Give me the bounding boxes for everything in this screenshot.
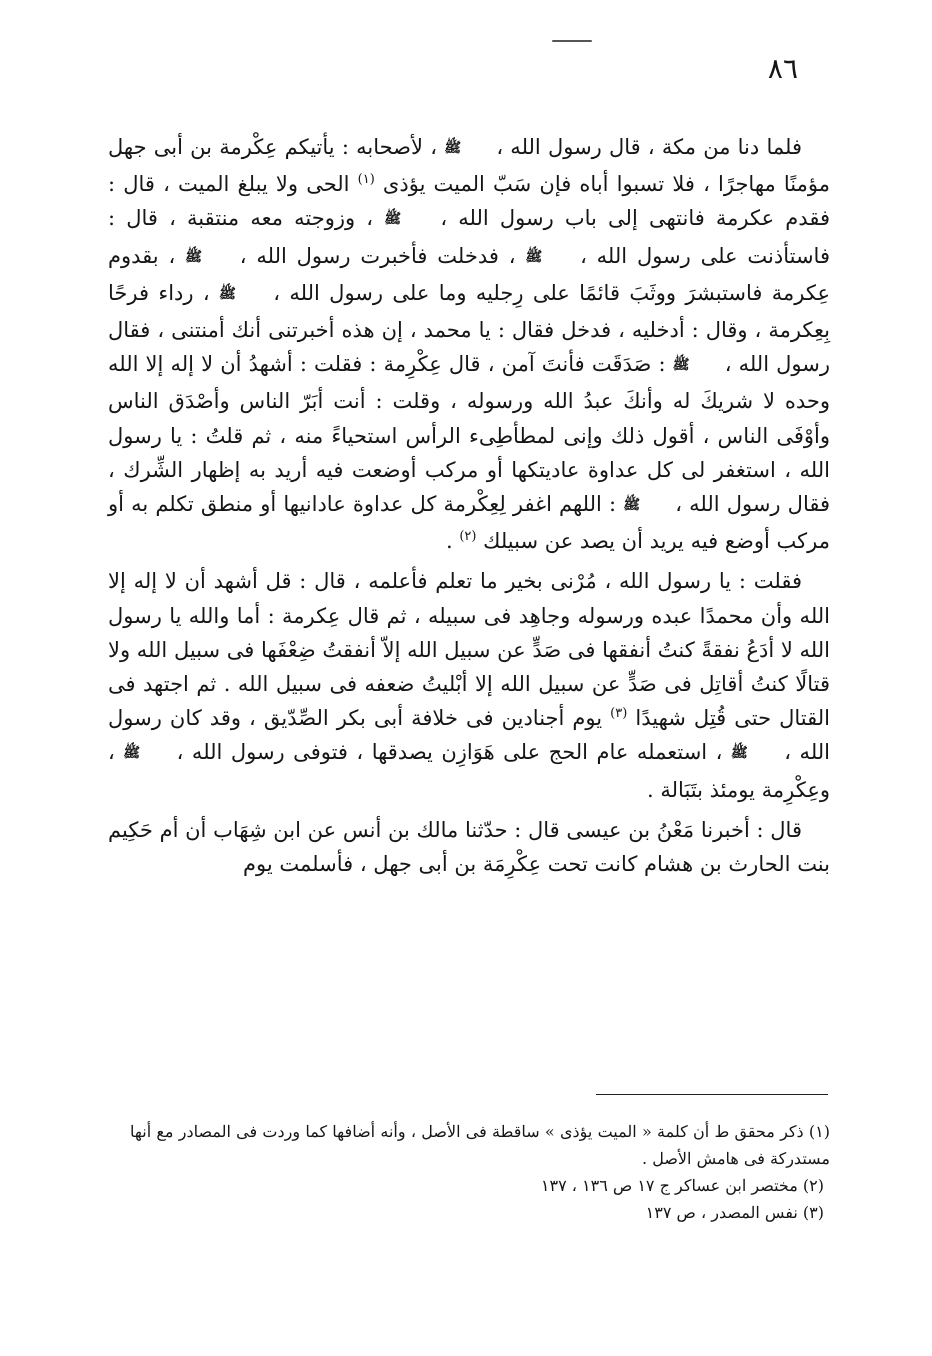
text-run: . [445, 529, 460, 554]
text-run: قال : أخبرنا مَعْنُ بن عيسى قال : حدّثنا مالك بن أنس عن ابن شِهَاب أن أم حَكِيم بنت الحارث بن هشام كانت تحت عِكْرِمَة بن أبى جهل ، فأسلمت يوم [108, 817, 830, 877]
text-run: ، لأصحابه : يأتيكم عِكْرمة بن أبى جهل مؤمنًا مهاجرًا ، فلا تسبوا أباه فإن سَبّ الميت يؤذى [108, 135, 830, 197]
text-run: الحى ولا يبلغ الميت ، قال : فقدم عكرمة فانتهى إلى باب رسول الله ، [108, 172, 830, 231]
text-run: ، استعمله عام الحج على هَوَازِن يصدقها ، فتوفى رسول الله ، [168, 740, 731, 765]
text-run: ، وعِكْرِمة يومئذ بتَبَالة . [108, 740, 830, 802]
text-run: يوم أجنادين فى خلافة أبى بكر الصِّدّيق ، وقد كان رسول الله ، [108, 706, 830, 765]
text-run: فلما دنا من مكة ، قال رسول الله ، [489, 135, 802, 159]
text-run: ، وزوجته معه منتقبة ، قال : فاستأذنت على رسول الله ، [108, 206, 830, 268]
footnotes [130, 1118, 830, 1226]
salutation-glyph: ﷺ [384, 211, 402, 228]
salutation-glyph: ﷺ [730, 745, 748, 762]
text-run: ، بقدوم عِكرمة فاستبشرَ ووثَبَ قائمًا على رِجليه وما على رسول الله ، [108, 243, 830, 305]
footnote-3: (٣) نفس المصدر ، ص ١٣٧ [645, 1203, 824, 1222]
salutation-glyph: ﷺ [444, 140, 462, 156]
text-run: ، فدخلت فأخبرت رسول الله ، [229, 243, 526, 268]
top-scan-mark [552, 40, 592, 42]
footnote-ref-2: (٢) [459, 529, 477, 545]
salutation-glyph: ﷺ [623, 497, 641, 514]
page-number: ٨٦ [767, 52, 798, 85]
paragraph-2 [108, 564, 830, 806]
footnote-ref-1: (١) [357, 172, 375, 188]
text-run: : اللهم اغفر لِعِكْرمة كل عداوة عادانيها أو منطق تكلم به أو مركب أوضع فيه يريد أن يصد عن سبيلك [108, 492, 830, 554]
paragraph-1 [108, 130, 830, 558]
text-run: فقلت : يا رسول الله ، مُرْنى بخير ما تعلم فأعلمه ، قال : قل أشهد أن لا إله إلا الله وأن محمدًا عبده ورسوله وجاهِد فى سبيله ، ثم قال عِكرمة : أما والله يا رسول الله لا أدَعُ نفقةً كنتُ أنفقها فى صَدٍّ عن سبيل الله إلاّ أنفقتُ ضِعْفَها فى سبيل الله ولا قتالًا كنتُ أقاتِل فى صَدٍّ عن سبيل الله إلا أبْليتُ ضعفه فى سبيل الله . ثم اجتهد فى القتال حتى قُتِل شهيدًا [108, 569, 830, 731]
footnote-1: (١) ذكر محقق ط أن كلمة « الميت يؤذى » ساقطة فى الأصل ، وأنه أضافها كما وردت فى المصادر مع أنها مستدركة فى هامش الأصل . [130, 1122, 831, 1168]
salutation-glyph: ﷺ [185, 248, 202, 265]
salutation-glyph: ﷺ [525, 248, 543, 265]
paragraph-3 [108, 813, 830, 881]
footnote-2: (٢) مختصر ابن عساكر ج ١٧ ص ١٣٦ ، ١٣٧ [540, 1176, 824, 1195]
salutation-glyph: ﷺ [672, 357, 690, 374]
text-run: ، رداء فرحًا بِعِكرمة ، وقال : أدخليه ، فدخل فقال : يا محمد ، إن هذه أخبرتنى أنك أمنتنى ، فقال رسول الله ، [108, 280, 830, 377]
main-text [108, 130, 830, 881]
salutation-glyph: ﷺ [123, 745, 141, 762]
salutation-glyph: ﷺ [219, 285, 236, 302]
text-run: : صَدَقَت فأنتَ آمن ، قال عِكْرِمة : فقلت : أشهدُ أن لا إله إلا الله وحده لا شريكَ له وأنكَ عبدُ الله ورسوله ، وقلت : أنت أبَرّ الناس وأصْدَق الناس وأوْفَى الناس ، أقول ذلك وإنى لمطأطِىء الرأس استحياءً منه ، ثم قلتُ : يا رسول الله ، استغفر لى كل عداوة عاديتكها أو مركب أوضعت فيه أريد به إظهار الشِّرك ، فقال رسول الله ، [108, 352, 830, 517]
footnote-divider [596, 1094, 828, 1095]
footnote-ref-3: (٣) [610, 706, 628, 722]
